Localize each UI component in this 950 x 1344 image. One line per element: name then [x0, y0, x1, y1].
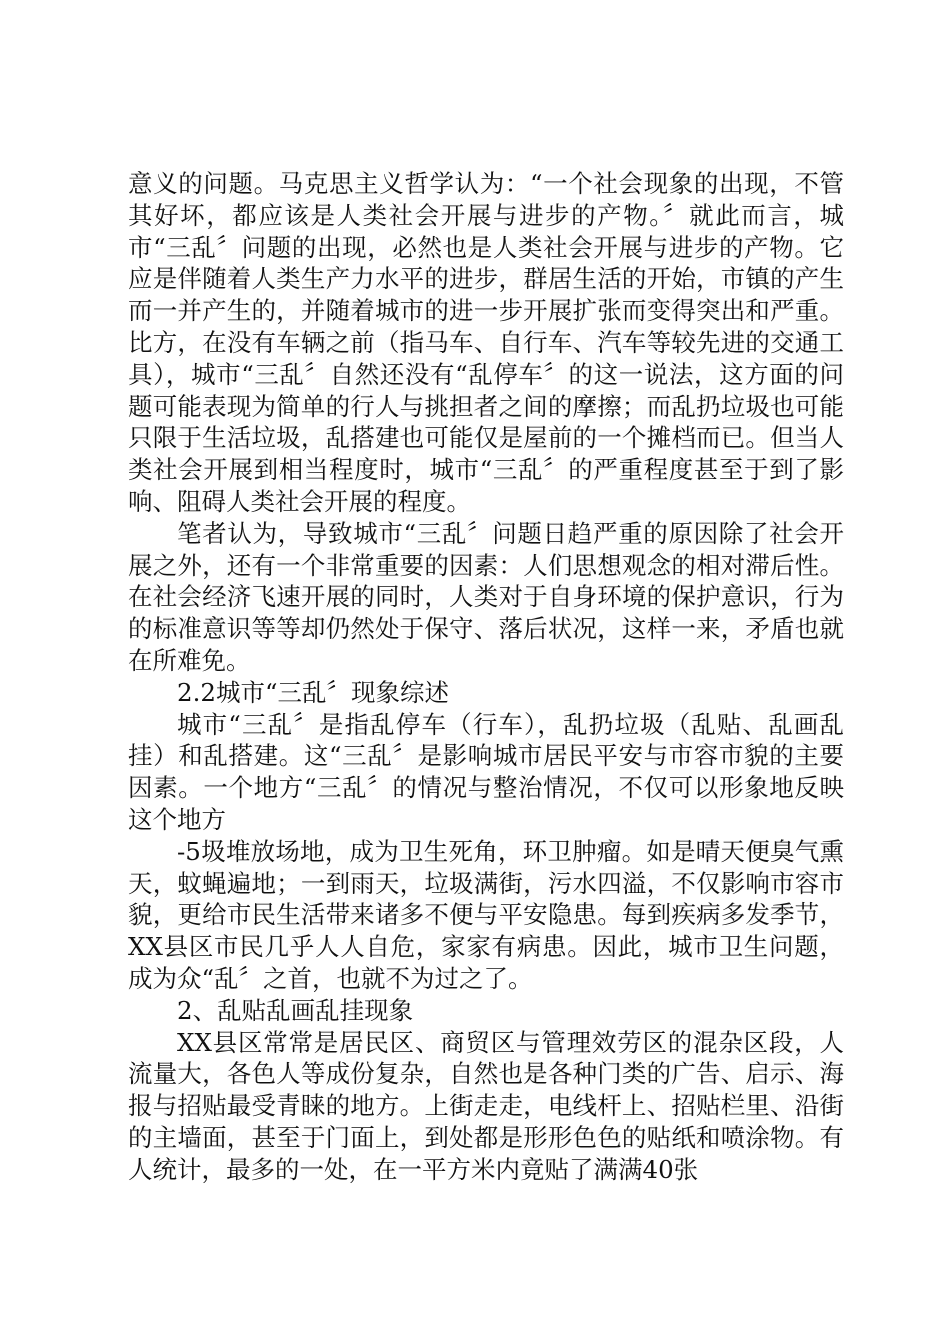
- subheading-posting: 2、乱贴乱画乱挂现象: [177, 995, 414, 1025]
- paragraph-definition: 城市“三乱〞是指乱停车（行车），乱扔垃圾（乱贴、乱画乱挂）和乱搭建。这“三乱〞是影响城市居民平安与市容市貌的主要因素。一个地方“三乱〞的情况与整治情况，不仅可以形象地反映这个地方: [128, 709, 844, 834]
- paragraph-author-view: 笔者认为，导致城市“三乱〞问题日趋严重的原因除了社会开展之外，还有一个非常重要的因素：人们思想观念的相对滞后性。在社会经济飞速开展的同时，人类对于自身环境的保护意识，行为的标准意识等等却仍然处于保守、落后状况，这样一来，矛盾也就在所难免。: [128, 518, 844, 675]
- paragraph-posting: XX县区常常是居民区、商贸区与管理效劳区的混杂区段，人流量大，各色人等成份复杂，自然也是各种门类的广告、启示、海报与招贴最受青睐的地方。上街走走，电线杆上、招贴栏里、沿街的主墙面，甚至于门面上，到处都是形形色色的贴纸和喷涂物。有人统计，最多的一处，在一平方米内竟贴了满满40张: [128, 1027, 844, 1184]
- section-heading-2-2: 2.2城市“三乱〞现象综述: [177, 677, 449, 707]
- paragraph-philosophy: 意义的问题。马克思主义哲学认为：“一个社会现象的出现，不管其好坏，都应该是人类社会开展与进步的产物。〞就此而言，城市“三乱〞问题的出现，必然也是人类社会开展与进步的产物。它应是伴随着人类生产力水平的进步，群居生活的开始，市镇的产生而一并产生的，并随着城市的进一步开展扩张而变得突出和严重。比方，在没有车辆之前（指马车、自行车、汽车等较先进的交通工具），城市“三乱〞自然还没有“乱停车〞的这一说法，这方面的问题可能表现为简单的行人与挑担者之间的摩擦；而乱扔垃圾也可能只限于生活垃圾，乱搭建也可能仅是屋前的一个摊档而已。但当人类社会开展到相当程度时，城市“三乱〞的严重程度甚至于到了影响、阻碍人类社会开展的程度。: [128, 169, 844, 516]
- paragraph-garbage: -5圾堆放场地，成为卫生死角，环卫肿瘤。如是晴天便臭气熏天，蚊蝇遍地；一到雨天，垃圾满街，污水四溢，不仅影响市容市貌，更给市民生活带来诸多不便与平安隐患。每到疾病多发季节，XX县区市民几乎人人自危，家家有病患。因此，城市卫生问题，成为众“乱〞之首，也就不为过之了。: [128, 836, 844, 993]
- document-page: [128, 168, 844, 1186]
